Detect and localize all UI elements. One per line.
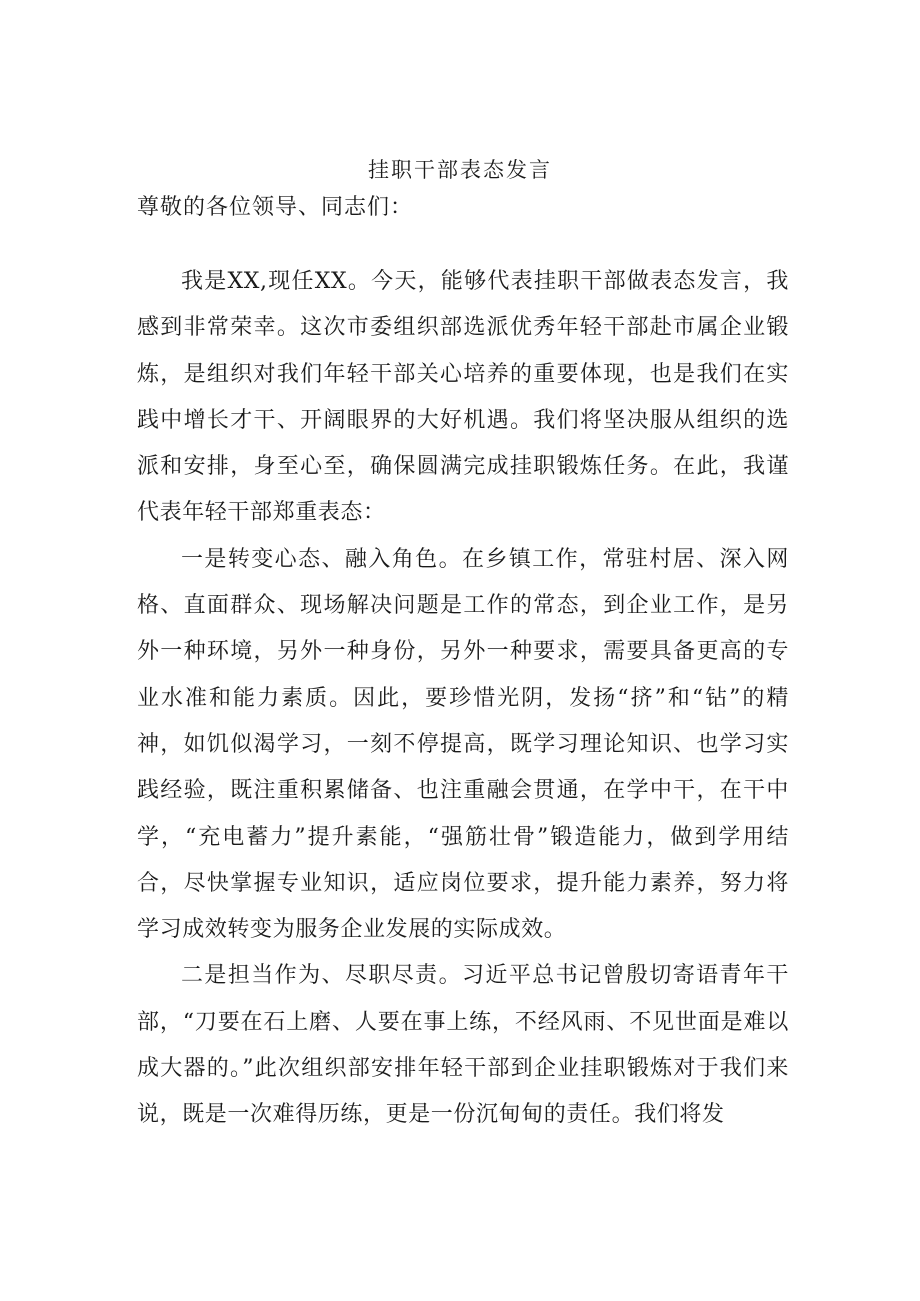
paragraph-point-one: 一是转变心态、融入角色。在乡镇工作，常驻村居、深入网格、直面群众、现场解决问题是工作的常态，到企业工作，是另外一种环境，另外一种身份，另外一种要求，需要具备更高的专业水准和能力素质。因此，要珍惜光阴，发扬“挤”和“钻”的精神，如饥似渴学习，一刻不停提高，既学习理论知识、也学习实践经验，既注重积累储备、也注重融会贯通，在学中干，在干中学，“充电蓄力”提升素能，“强筋壮骨”锻造能力，做到学用结合，尽快掌握专业知识，适应岗位要求，提升能力素养，努力将学习成效转变为服务企业发展的实际成效。 — [137, 546, 789, 943]
paragraph-intro: 我是XX,现任XX。今天，能够代表挂职干部做表态发言，我感到非常荣幸。这次市委组织部选派优秀年轻干部赴市属企业锻炼，是组织对我们年轻干部关心培养的重要体现，也是我们在实践中增长才干、开阔眼界的大好机遇。我们将坚决服从组织的选派和安排，身至心至，确保圆满完成挂职锻炼任务。在此，我谨代表年轻干部郑重表态： — [137, 269, 789, 526]
salutation: 尊敬的各位领导、同志们： — [137, 195, 414, 220]
document-title: 挂职干部表态发言 — [368, 158, 552, 182]
paragraph-point-two: 二是担当作为、尽职尽责。习近平总书记曾殷切寄语青年干部，“刀要在石上磨、人要在事上练，不经风雨、不见世面是难以成大器的。”此次组织部安排年轻干部到企业挂职锻炼对于我们来说，既是一次难得历练，更是一份沉甸甸的责任。我们将发 — [137, 963, 789, 1128]
document-body — [137, 259, 789, 1139]
